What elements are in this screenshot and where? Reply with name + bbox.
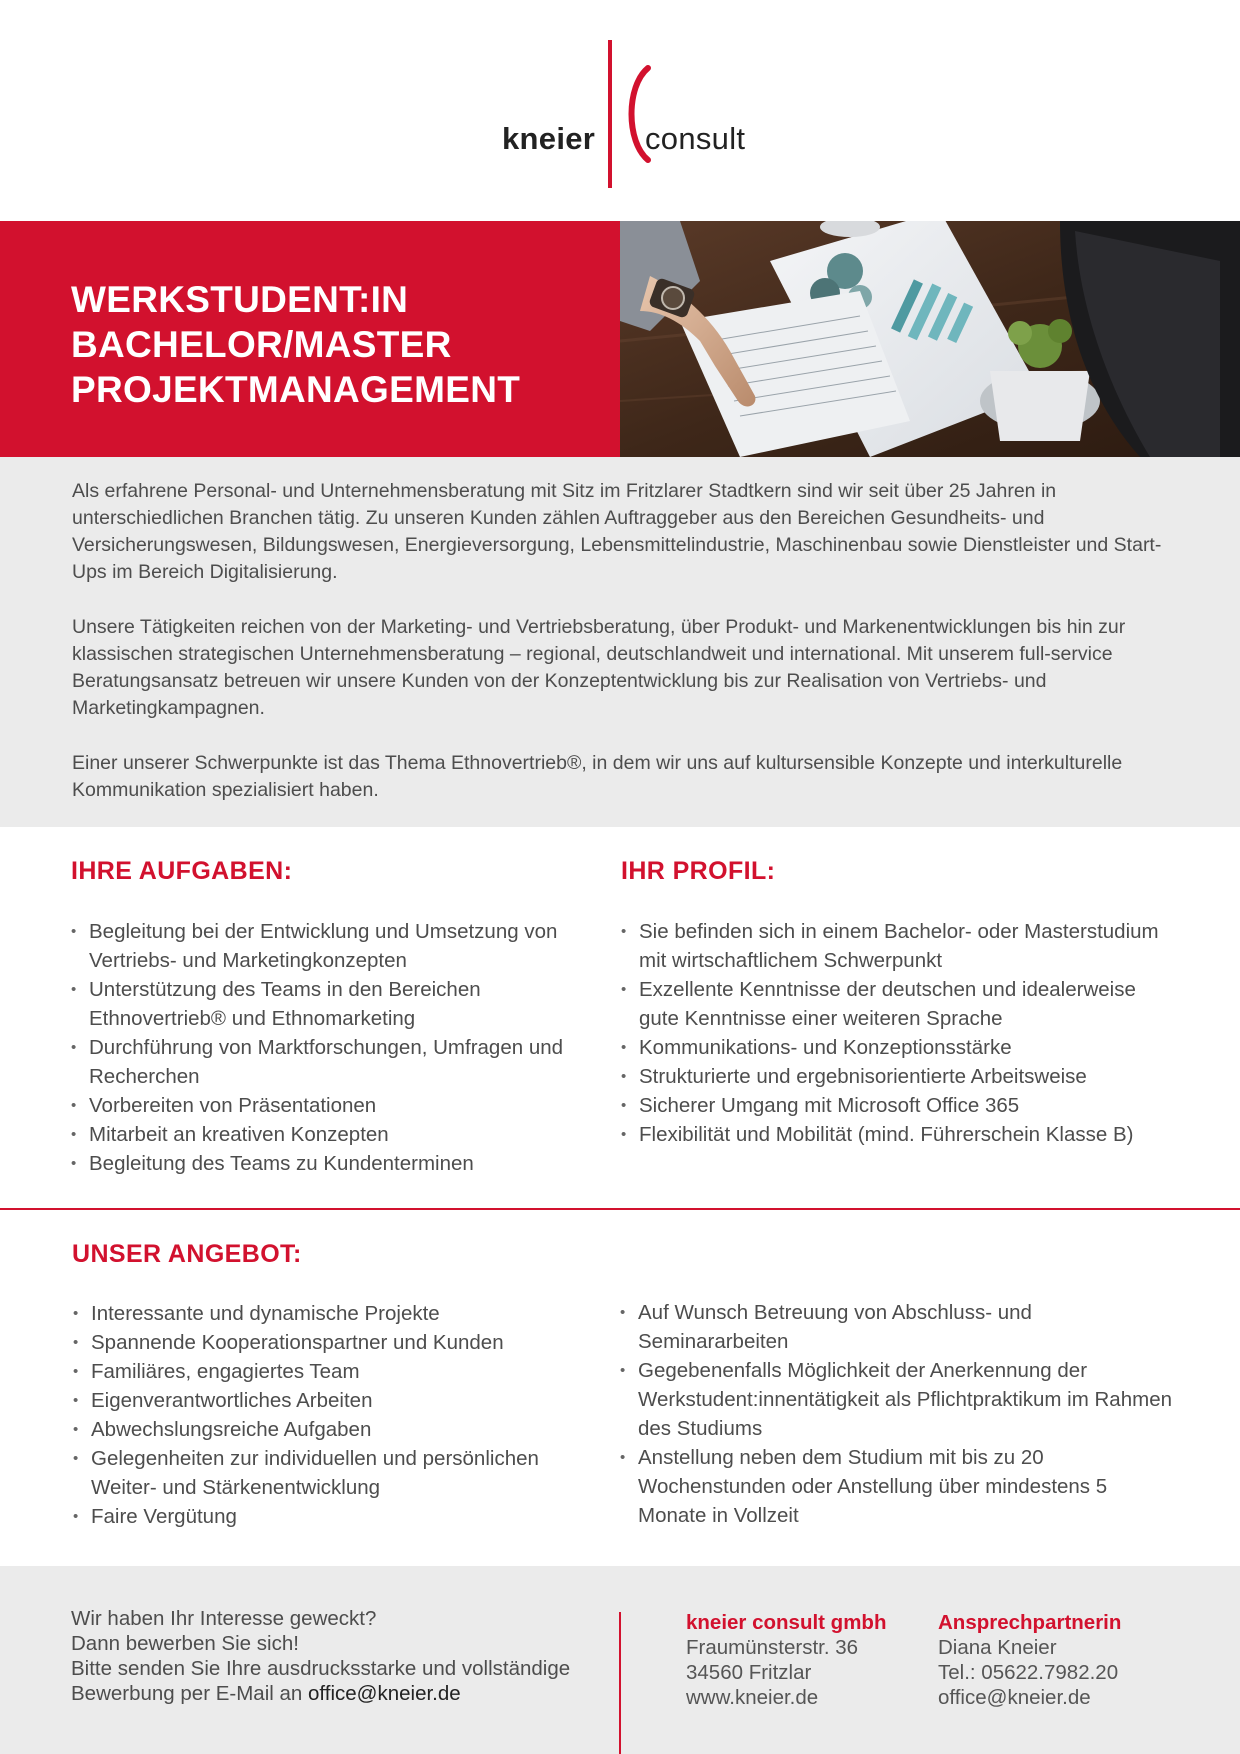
contact-email-link[interactable]: office@kneier.de bbox=[938, 1686, 1091, 1709]
footer bbox=[0, 1566, 1240, 1754]
angebot-list-left bbox=[73, 1299, 593, 1531]
list-item: • Spannende Kooperationspartner und Kunden bbox=[73, 1328, 593, 1357]
hero-photo bbox=[620, 221, 1240, 457]
cta-line-4 bbox=[71, 1681, 570, 1706]
company-logo bbox=[0, 38, 1240, 190]
list-item: • Sie befinden sich in einem Bachelor- oder Masterstudium mit wirtschaftlichem Schwerpunkt bbox=[621, 917, 1181, 975]
company-name: kneier consult gmbh bbox=[686, 1611, 887, 1634]
application-call-to-action bbox=[71, 1606, 570, 1706]
list-item: • Auf Wunsch Betreuung von Abschluss- und Seminararbeiten bbox=[620, 1298, 1180, 1356]
angebot-list-right bbox=[620, 1298, 1180, 1530]
intro-paragraph-3: Einer unserer Schwerpunkte ist das Thema Ethnovertrieb®, in dem wir uns auf kultursensible Konzepte und interkulturelle Kommunikation spezialisiert haben. bbox=[72, 752, 1123, 801]
list-item: • Anstellung neben dem Studium mit bis zu 20 Wochenstunden oder Anstellung über mindestens 5 Monate in Vollzeit bbox=[620, 1443, 1180, 1530]
logo-word-consult: consult bbox=[645, 121, 746, 156]
cta-line-3: Bitte senden Sie Ihre ausdrucksstarke und vollständige bbox=[71, 1657, 571, 1680]
list-item: • Unterstützung des Teams in den Bereichen Ethnovertrieb® und Ethnomarketing bbox=[71, 975, 591, 1033]
section-heading-angebot: UNSER ANGEBOT: bbox=[72, 1240, 302, 1268]
job-title-line-1: WERKSTUDENT:IN bbox=[71, 279, 409, 320]
list-item: • Begleitung bei der Entwicklung und Umsetzung von Vertriebs- und Marketingkonzepten bbox=[71, 917, 591, 975]
list-item: • Mitarbeit an kreativen Konzepten bbox=[71, 1120, 591, 1149]
list-item: • Faire Vergütung bbox=[73, 1502, 593, 1531]
list-item: • Strukturierte und ergebnisorientierte Arbeitsweise bbox=[621, 1062, 1181, 1091]
company-city: 34560 Fritzlar bbox=[686, 1661, 812, 1684]
list-item: • Durchführung von Marktforschungen, Umfragen und Recherchen bbox=[71, 1033, 591, 1091]
job-title bbox=[71, 277, 520, 412]
hero-banner bbox=[0, 221, 1240, 457]
company-street: Fraumünsterstr. 36 bbox=[686, 1636, 859, 1659]
hero-red-panel bbox=[0, 221, 620, 457]
list-item: • Interessante und dynamische Projekte bbox=[73, 1299, 593, 1328]
cta-line-2: Dann bewerben Sie sich! bbox=[71, 1632, 299, 1655]
contact-person bbox=[938, 1610, 1121, 1710]
list-item: • Gelegenheiten zur individuellen und persönlichen Weiter- und Stärkenentwicklung bbox=[73, 1444, 593, 1502]
profil-list bbox=[621, 917, 1181, 1149]
list-item: • Abwechslungsreiche Aufgaben bbox=[73, 1415, 593, 1444]
list-item: • Exzellente Kenntnisse der deutschen und idealerweise gute Kenntnisse einer weiteren Sprache bbox=[621, 975, 1181, 1033]
section-heading-aufgaben: IHRE AUFGABEN: bbox=[71, 857, 293, 885]
job-title-line-2: BACHELOR/MASTER bbox=[71, 324, 452, 365]
contact-name: Diana Kneier bbox=[938, 1636, 1057, 1659]
job-title-line-3: PROJEKTMANAGEMENT bbox=[71, 369, 521, 410]
list-item: • Gegebenenfalls Möglichkeit der Anerkennung der Werkstudent:innentätigkeit als Pflichtpraktikum im Rahmen des Studiums bbox=[620, 1356, 1180, 1443]
company-website-link[interactable]: www.kneier.de bbox=[686, 1686, 819, 1709]
list-item: • Kommunikations- und Konzeptionsstärke bbox=[621, 1033, 1181, 1062]
list-item: • Begleitung des Teams zu Kundenterminen bbox=[71, 1149, 591, 1178]
list-item: • Vorbereiten von Präsentationen bbox=[71, 1091, 591, 1120]
section-divider bbox=[0, 1208, 1240, 1210]
contact-heading: Ansprechpartnerin bbox=[938, 1611, 1122, 1634]
application-email-link[interactable]: office@kneier.de bbox=[308, 1682, 461, 1705]
contact-phone: Tel.: 05622.7982.20 bbox=[938, 1661, 1119, 1684]
cta-line-4-prefix: Bewerbung per E-Mail an bbox=[71, 1682, 303, 1705]
desk-photo-illustration bbox=[620, 221, 1240, 457]
company-intro bbox=[0, 457, 1240, 827]
aufgaben-list bbox=[71, 917, 591, 1178]
intro-paragraph-1: Als erfahrene Personal- und Unternehmensberatung mit Sitz im Fritzlarer Stadtkern sind wir seit über 25 Jahren in unterschiedlichen Branchen tätig. Zu unseren Kunden zählen Auftraggeber aus den Bereichen Gesundheits- und Versicherungswesen, Bildungswesen, Energieversorgung, Lebensmittelindustrie, Maschinenbau sowie Dienstleister und Start-Ups im Bereich Digitalisierung. bbox=[72, 480, 1162, 583]
list-item: • Familiäres, engagiertes Team bbox=[73, 1357, 593, 1386]
logo-word-kneier: kneier bbox=[502, 121, 596, 156]
intro-paragraph-2: Unsere Tätigkeiten reichen von der Marketing- und Vertriebsberatung, über Produkt- und Markenentwicklungen bis hin zur klassischen strategischen Unternehmensberatung – regional, deutschlandweit und international. Mit unserem full-service Beratungsansatz betreuen wir unsere Kunden von der Konzeptentwicklung bis zur Realisation von Vertriebs- und Marketingkampagnen. bbox=[72, 616, 1126, 719]
list-item: • Eigenverantwortliches Arbeiten bbox=[73, 1386, 593, 1415]
cta-line-1: Wir haben Ihr Interesse geweckt? bbox=[71, 1607, 377, 1630]
footer-divider bbox=[619, 1612, 621, 1754]
list-item: • Flexibilität und Mobilität (mind. Führerschein Klasse B) bbox=[621, 1120, 1181, 1149]
company-address bbox=[686, 1610, 886, 1710]
list-item: • Sicherer Umgang mit Microsoft Office 365 bbox=[621, 1091, 1181, 1120]
logo-bracket-icon bbox=[604, 38, 652, 190]
section-heading-profil: IHR PROFIL: bbox=[621, 857, 776, 885]
